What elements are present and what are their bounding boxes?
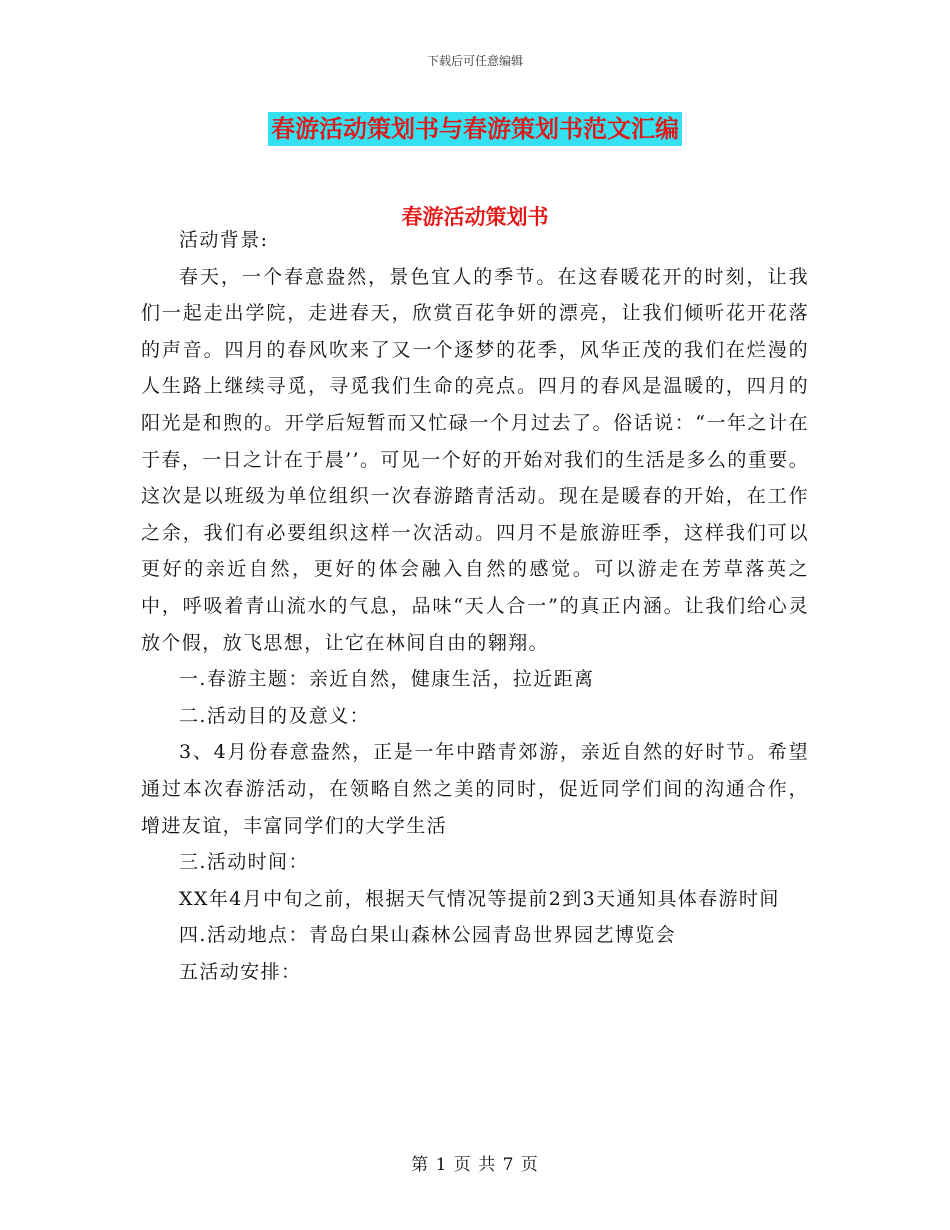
sub-title: 春游活动策划书: [401, 204, 549, 229]
page-number-footer: 第 1 页 共 7 页: [411, 1155, 539, 1175]
paragraph-location: 四.活动地点：青岛白果山森林公园青岛世界园艺博览会: [179, 924, 677, 947]
main-title: 春游活动策划书与春游策划书范文汇编: [268, 112, 682, 146]
paragraph-theme: 一.春游主题：亲近自然，健康生活，拉近距离: [179, 668, 595, 691]
paragraph-background: 春天，一个春意盎然，景色宜人的季节。在这春暖花开的时刻，让我们一起走出学院，走进春天，欣赏百花争妍的漂亮，让我们倾听花开花落的声音。四月的春风吹来了又一个逐梦的花季，风华正茂的我们在烂漫的人生路上继续寻觅，寻觅我们生命的亮点。四月的春风是温暖的，四月的阳光是和煦的。开学后短暂而又忙碌一个月过去了。俗话说：“一年之计在于春，一日之计在于晨’’。可见一个好的开始对我们的生活是多么的重要。这次是以班级为单位组织一次春游踏青活动。现在是暖春的开始，在工作之余，我们有必要组织这样一次活动。四月不是旅游旺季，这样我们可以更好的亲近自然，更好的体会融入自然的感觉。可以游走在芳草落英之中，呼吸着青山流水的气息，品味“天人合一”的真正内涵。让我们给心灵放个假，放飞思想，让它在林间自由的翱翔。: [141, 265, 809, 654]
paragraph-purpose-heading: 二.活动目的及意义：: [179, 704, 371, 727]
paragraph-arrangement-heading: 五活动安排：: [179, 960, 302, 983]
page-header-note: 下载后可任意编辑: [426, 54, 523, 68]
paragraph-time-heading: 三.活动时间：: [179, 851, 309, 874]
paragraph-purpose: 3、4月份春意盎然，正是一年中踏青郊游，亲近自然的好时节。希望通过本次春游活动，在领略自然之美的同时，促近同学们间的沟通合作，增进友谊，丰富同学们的大学生活: [141, 741, 809, 837]
paragraph-time: XX年4月中旬之前，根据天气情况等提前2到3天通知具体春游时间: [179, 887, 780, 910]
document-body: [141, 222, 809, 990]
paragraph-background-heading: 活动背景:: [179, 229, 269, 251]
main-title-container: [0, 112, 950, 146]
